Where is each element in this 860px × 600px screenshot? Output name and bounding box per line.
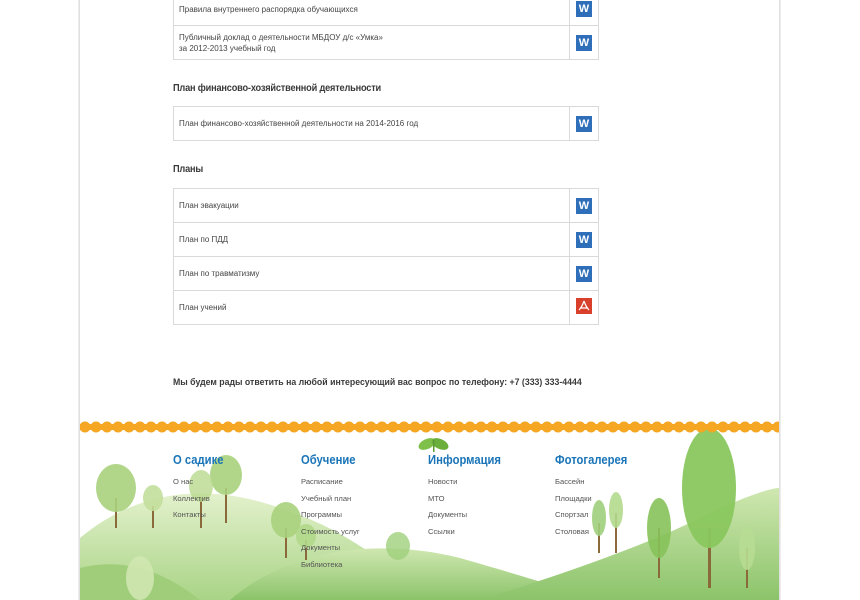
footer-heading-gallery[interactable]: Фотогалерея <box>555 453 628 467</box>
footer-link-about-us[interactable]: О нас <box>173 477 194 486</box>
document-title: Правила внутреннего распорядка обучающихся <box>179 4 358 14</box>
table-row <box>174 189 599 223</box>
footer-link-gym[interactable]: Спортзал <box>555 510 589 519</box>
word-icon[interactable]: W <box>576 232 592 248</box>
footer-link-contacts[interactable]: Контакты <box>173 510 206 519</box>
documents-table-plans <box>173 188 599 325</box>
document-link[interactable] <box>174 0 570 26</box>
section-title-finance: План финансово-хозяйственной деятельности <box>173 83 382 94</box>
section-title-plans: Планы <box>173 164 204 175</box>
document-title: Публичный доклад о деятельности МБДОУ д/с «Умка» <box>179 32 383 42</box>
footer-link-news[interactable]: Новости <box>428 477 458 486</box>
footer-column-gallery <box>555 453 635 540</box>
footer-link-schedule[interactable]: Расписание <box>301 477 343 486</box>
word-icon[interactable]: W <box>576 1 592 17</box>
document-title: План эвакуации <box>179 201 239 210</box>
document-link[interactable] <box>174 107 570 141</box>
footer-link-services-cost[interactable]: Стоимость услуг <box>301 526 360 536</box>
footer-heading-education[interactable]: Обучение <box>301 453 356 467</box>
footer-link-mto[interactable]: МТО <box>428 493 445 503</box>
word-icon[interactable]: W <box>576 198 592 214</box>
footer-column-education <box>301 453 362 573</box>
footer-link-library[interactable]: Библиотека <box>301 559 343 569</box>
footer-link-programs[interactable]: Программы <box>301 510 343 519</box>
download-cell[interactable] <box>570 26 599 60</box>
pdf-icon[interactable] <box>576 298 592 314</box>
table-row <box>174 0 599 26</box>
download-cell[interactable] <box>570 0 599 26</box>
download-cell[interactable] <box>570 107 599 141</box>
footer-column-information <box>428 453 509 540</box>
document-title-line2: за 2012-2013 учебный год <box>179 43 276 53</box>
table-row <box>174 291 599 325</box>
document-link[interactable] <box>174 257 570 291</box>
documents-table-finance <box>173 106 599 141</box>
footer-link-dining[interactable]: Столовая <box>555 526 589 536</box>
footer-link-links[interactable]: Ссылки <box>428 526 455 536</box>
documents-table-top <box>173 0 599 60</box>
footer-link-team[interactable]: Коллектив <box>173 493 210 503</box>
footer-heading-about[interactable]: О садике <box>173 453 224 467</box>
footer-link-curriculum[interactable]: Учебный план <box>301 493 352 503</box>
footer-link-pool[interactable]: Бассейн <box>555 477 585 486</box>
download-cell[interactable] <box>570 257 599 291</box>
document-title: План по ПДД <box>179 235 229 244</box>
download-cell[interactable] <box>570 189 599 223</box>
footer-column-about <box>173 453 229 524</box>
table-row <box>174 223 599 257</box>
table-row <box>174 107 599 141</box>
dotted-border-decoration <box>80 420 779 434</box>
word-icon[interactable]: W <box>576 35 592 51</box>
download-cell[interactable] <box>570 223 599 257</box>
document-link[interactable] <box>174 189 570 223</box>
document-title: План по травматизму <box>179 269 260 278</box>
document-link[interactable] <box>174 26 570 60</box>
contact-phone-text: Мы будем рады ответить на любой интересующий вас вопрос по телефону: +7 (333) 333-4444 <box>173 377 582 388</box>
download-cell[interactable] <box>570 291 599 325</box>
table-row <box>174 257 599 291</box>
table-row <box>174 26 599 60</box>
document-link[interactable] <box>174 223 570 257</box>
document-link[interactable] <box>174 291 570 325</box>
word-icon[interactable]: W <box>576 116 592 132</box>
footer-link-playgrounds[interactable]: Площадки <box>555 493 592 503</box>
page-shadow-right <box>779 0 781 600</box>
document-title: План финансово-хозяйственной деятельности на 2014-2016 год <box>179 119 419 128</box>
footer-link-info-documents[interactable]: Документы <box>428 510 468 519</box>
document-title: План учений <box>179 303 227 312</box>
footer-heading-information[interactable]: Информация <box>428 453 502 467</box>
footer-link-documents[interactable]: Документы <box>301 543 341 552</box>
word-icon[interactable]: W <box>576 266 592 282</box>
page-content <box>80 0 779 600</box>
